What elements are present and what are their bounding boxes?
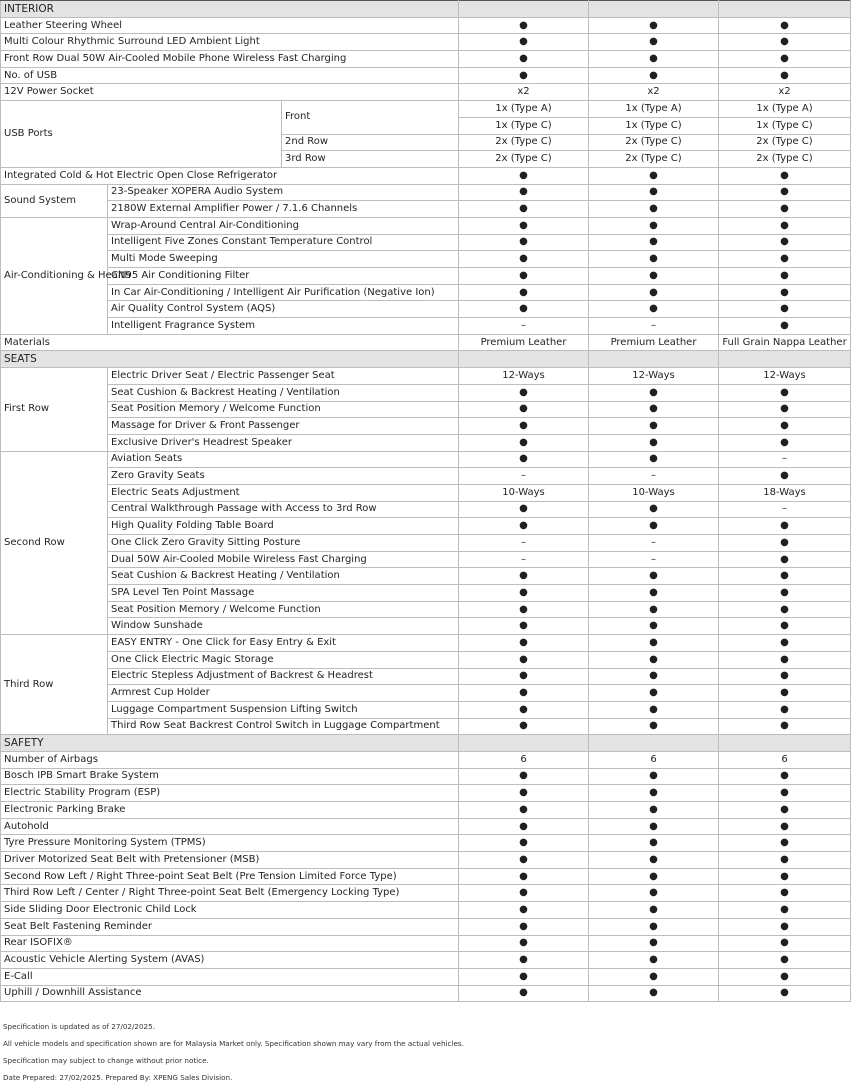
value-cell: ●	[459, 868, 589, 885]
table-row	[1, 685, 851, 702]
row-label: No. of USB	[1, 67, 459, 84]
value-cell: ●	[589, 518, 719, 535]
row-label: Massage for Driver & Front Passenger	[108, 418, 459, 435]
value-cell: ●	[719, 618, 851, 635]
table-row	[1, 802, 851, 819]
row-label: Seat Cushion & Backrest Heating / Ventilation	[108, 384, 459, 401]
value-cell: ●	[719, 902, 851, 919]
table-row	[1, 651, 851, 668]
value-cell: ●	[719, 585, 851, 602]
value-cell: ●	[719, 601, 851, 618]
row-label: One Click Zero Gravity Sitting Posture	[108, 535, 459, 552]
value-cell: ●	[719, 535, 851, 552]
row-label: Side Sliding Door Electronic Child Lock	[1, 902, 459, 919]
table-row	[1, 234, 851, 251]
section-interior-header	[1, 1, 851, 18]
value-cell: 12-Ways	[459, 368, 589, 385]
value-cell: ●	[719, 318, 851, 335]
value-cell: ●	[459, 818, 589, 835]
row-label: Seat Position Memory / Welcome Function	[108, 601, 459, 618]
value-cell: ●	[459, 251, 589, 268]
row-label: Tyre Pressure Monitoring System (TPMS)	[1, 835, 459, 852]
value-cell: ●	[459, 985, 589, 1002]
value-cell: –	[589, 551, 719, 568]
value-cell: ●	[459, 167, 589, 184]
value-cell: ●	[589, 868, 719, 885]
value-cell: ●	[719, 268, 851, 285]
value-cell: ●	[719, 935, 851, 952]
value-cell: ●	[719, 67, 851, 84]
value-cell: ●	[719, 284, 851, 301]
table-row	[1, 818, 851, 835]
group-label: USB Ports	[1, 101, 282, 168]
table-row	[1, 601, 851, 618]
value-cell: x2	[719, 84, 851, 101]
value-cell: 12-Ways	[719, 368, 851, 385]
value-cell: ●	[719, 718, 851, 735]
row-label: Third Row Seat Backrest Control Switch in Luggage Compartment	[108, 718, 459, 735]
value-cell: ●	[719, 668, 851, 685]
value-cell: ●	[719, 768, 851, 785]
table-row	[1, 17, 851, 34]
value-cell: ●	[589, 685, 719, 702]
value-cell: ●	[719, 952, 851, 969]
table-row	[1, 785, 851, 802]
value-cell: –	[459, 535, 589, 552]
table-row	[1, 167, 851, 184]
row-label: Luggage Compartment Suspension Lifting Switch	[108, 701, 459, 718]
section-seats-header	[1, 351, 851, 368]
value-cell: ●	[459, 618, 589, 635]
value-cell: ●	[459, 601, 589, 618]
value-cell: ●	[589, 184, 719, 201]
group-label: Air-Conditioning & Health	[1, 217, 108, 334]
value-cell: ●	[589, 802, 719, 819]
value-cell: ●	[589, 835, 719, 852]
sub-label: 2nd Row	[282, 134, 459, 151]
value-cell: –	[719, 501, 851, 518]
table-row	[1, 284, 851, 301]
row-label: Electric Stepless Adjustment of Backrest & Headrest	[108, 668, 459, 685]
table-row	[1, 418, 851, 435]
row-label: Exclusive Driver's Headrest Speaker	[108, 434, 459, 451]
row-label: Air Quality Control System (AQS)	[108, 301, 459, 318]
value-cell: ●	[459, 184, 589, 201]
value-cell: ●	[719, 401, 851, 418]
value-cell: ●	[589, 852, 719, 869]
sub-label: Front	[282, 101, 459, 134]
value-cell: ●	[719, 184, 851, 201]
value-cell: ●	[719, 651, 851, 668]
sub-label: 3rd Row	[282, 151, 459, 168]
value-cell: ●	[589, 701, 719, 718]
value-cell: ●	[459, 451, 589, 468]
value-cell: ●	[589, 635, 719, 652]
value-cell: ●	[719, 835, 851, 852]
table-row	[1, 451, 851, 468]
row-label: Front Row Dual 50W Air-Cooled Mobile Phone Wireless Fast Charging	[1, 51, 459, 68]
value-cell: ●	[589, 268, 719, 285]
table-row	[1, 768, 851, 785]
row-label: One Click Electric Magic Storage	[108, 651, 459, 668]
row-label: Acoustic Vehicle Alerting System (AVAS)	[1, 952, 459, 969]
value-cell: ●	[719, 201, 851, 218]
value-cell: ●	[459, 585, 589, 602]
value-cell: ●	[719, 818, 851, 835]
row-label: Dual 50W Air-Cooled Mobile Wireless Fast Charging	[108, 551, 459, 568]
row-label: Wrap-Around Central Air-Conditioning	[108, 217, 459, 234]
value-cell: 2x (Type C)	[589, 134, 719, 151]
value-cell: x2	[459, 84, 589, 101]
value-cell: ●	[589, 67, 719, 84]
value-cell: ●	[459, 902, 589, 919]
value-cell: ●	[459, 434, 589, 451]
value-cell: ●	[719, 384, 851, 401]
value-cell: ●	[719, 234, 851, 251]
value-cell: ●	[589, 785, 719, 802]
value-cell: ●	[589, 234, 719, 251]
value-cell: ●	[719, 968, 851, 985]
table-row	[1, 468, 851, 485]
table-row	[1, 501, 851, 518]
value-cell: ●	[459, 418, 589, 435]
value-cell: ●	[719, 434, 851, 451]
value-cell: –	[459, 468, 589, 485]
value-cell: ●	[589, 568, 719, 585]
value-cell: ●	[589, 401, 719, 418]
value-cell: ●	[589, 217, 719, 234]
value-cell: ●	[459, 935, 589, 952]
row-label: Materials	[1, 334, 459, 351]
value-cell: ●	[589, 251, 719, 268]
footnote-market: All vehicle models and specification shown are for Malaysia Market only. Specification shown may vary from the actual vehicles.	[3, 1039, 464, 1048]
value-cell: ●	[589, 935, 719, 952]
table-row	[1, 51, 851, 68]
value-cell: ●	[589, 17, 719, 34]
value-cell: ●	[459, 217, 589, 234]
value-cell: ●	[589, 384, 719, 401]
value-cell: ●	[719, 885, 851, 902]
value-cell: ●	[459, 501, 589, 518]
value-cell: ●	[589, 968, 719, 985]
section-title: SAFETY	[1, 735, 459, 752]
value-cell: ●	[589, 651, 719, 668]
value-cell: ●	[589, 585, 719, 602]
group-label: Third Row	[1, 635, 108, 735]
value-cell: 12-Ways	[589, 368, 719, 385]
value-cell: ●	[459, 968, 589, 985]
table-row	[1, 535, 851, 552]
table-row	[1, 334, 851, 351]
value-cell: ●	[589, 418, 719, 435]
table-row	[1, 301, 851, 318]
value-cell: ●	[459, 718, 589, 735]
row-label: Third Row Left / Center / Right Three-point Seat Belt (Emergency Locking Type)	[1, 885, 459, 902]
value-cell: ●	[459, 785, 589, 802]
value-cell: ●	[719, 701, 851, 718]
table-row	[1, 868, 851, 885]
value-cell: ●	[589, 768, 719, 785]
value-cell: ●	[719, 868, 851, 885]
value-cell: Premium Leather	[589, 334, 719, 351]
row-label: CN95 Air Conditioning Filter	[108, 268, 459, 285]
value-cell: –	[459, 551, 589, 568]
group-label: Sound System	[1, 184, 108, 217]
row-label: Intelligent Five Zones Constant Temperature Control	[108, 234, 459, 251]
table-row	[1, 484, 851, 501]
row-label: 23-Speaker XOPERA Audio System	[108, 184, 459, 201]
value-cell: 2x (Type C)	[459, 134, 589, 151]
value-cell: ●	[719, 17, 851, 34]
value-cell: 10-Ways	[459, 484, 589, 501]
value-cell: ●	[459, 384, 589, 401]
table-row	[1, 67, 851, 84]
section-title: INTERIOR	[1, 1, 459, 18]
table-row	[1, 618, 851, 635]
value-cell: 1x (Type C)	[589, 117, 719, 134]
table-row	[1, 918, 851, 935]
row-label: Zero Gravity Seats	[108, 468, 459, 485]
row-label: SPA Level Ten Point Massage	[108, 585, 459, 602]
table-row	[1, 985, 851, 1002]
value-cell: ●	[719, 918, 851, 935]
value-cell: ●	[589, 885, 719, 902]
row-label: Seat Cushion & Backrest Heating / Ventilation	[108, 568, 459, 585]
table-row	[1, 568, 851, 585]
value-cell: –	[589, 535, 719, 552]
value-cell: ●	[719, 785, 851, 802]
row-label: Electric Seats Adjustment	[108, 484, 459, 501]
table-row	[1, 751, 851, 768]
row-label: Electric Stability Program (ESP)	[1, 785, 459, 802]
table-row	[1, 268, 851, 285]
value-cell: ●	[719, 685, 851, 702]
value-cell: ●	[719, 301, 851, 318]
row-label: Armrest Cup Holder	[108, 685, 459, 702]
value-cell: ●	[459, 284, 589, 301]
value-cell: 6	[589, 751, 719, 768]
value-cell: ●	[719, 217, 851, 234]
value-cell: –	[589, 468, 719, 485]
footnote-change: Specification may subject to change without prior notice.	[3, 1056, 209, 1065]
table-row	[1, 201, 851, 218]
footnote-updated: Specification is updated as of 27/02/2025.	[3, 1022, 155, 1031]
value-cell: 1x (Type A)	[719, 101, 851, 118]
value-cell: 1x (Type A)	[459, 101, 589, 118]
value-cell: ●	[589, 51, 719, 68]
value-cell: 10-Ways	[589, 484, 719, 501]
row-label: Multi Mode Sweeping	[108, 251, 459, 268]
table-row	[1, 217, 851, 234]
table-row	[1, 34, 851, 51]
table-row	[1, 184, 851, 201]
value-cell: ●	[719, 802, 851, 819]
value-cell: x2	[589, 84, 719, 101]
value-cell: Full Grain Nappa Leather	[719, 334, 851, 351]
value-cell: ●	[459, 51, 589, 68]
value-cell: ●	[459, 568, 589, 585]
row-label: EASY ENTRY - One Click for Easy Entry & Exit	[108, 635, 459, 652]
value-cell: ●	[589, 601, 719, 618]
value-cell: ●	[719, 852, 851, 869]
value-cell: ●	[589, 952, 719, 969]
row-label: Bosch IPB Smart Brake System	[1, 768, 459, 785]
value-cell: ●	[589, 501, 719, 518]
value-cell: ●	[459, 768, 589, 785]
value-cell: ●	[459, 918, 589, 935]
value-cell: ●	[719, 34, 851, 51]
value-cell: ●	[589, 818, 719, 835]
value-cell: ●	[459, 17, 589, 34]
row-label: Electric Driver Seat / Electric Passenger Seat	[108, 368, 459, 385]
row-label: Seat Position Memory / Welcome Function	[108, 401, 459, 418]
value-cell: 18-Ways	[719, 484, 851, 501]
value-cell: 1x (Type C)	[719, 117, 851, 134]
section-title: SEATS	[1, 351, 459, 368]
table-row	[1, 251, 851, 268]
value-cell: ●	[719, 635, 851, 652]
value-cell: ●	[589, 985, 719, 1002]
value-cell: ●	[459, 802, 589, 819]
row-label: Number of Airbags	[1, 751, 459, 768]
value-cell: ●	[589, 201, 719, 218]
value-cell: 2x (Type C)	[719, 134, 851, 151]
row-label: Central Walkthrough Passage with Access to 3rd Row	[108, 501, 459, 518]
table-row	[1, 401, 851, 418]
row-label: Multi Colour Rhythmic Surround LED Ambient Light	[1, 34, 459, 51]
table-row	[1, 835, 851, 852]
table-row	[1, 551, 851, 568]
value-cell: Premium Leather	[459, 334, 589, 351]
row-label: Second Row Left / Right Three-point Seat Belt (Pre Tension Limited Force Type)	[1, 868, 459, 885]
table-row	[1, 935, 851, 952]
row-label: Driver Motorized Seat Belt with Pretensioner (MSB)	[1, 852, 459, 869]
value-cell: ●	[589, 618, 719, 635]
table-row	[1, 701, 851, 718]
row-label: Intelligent Fragrance System	[108, 318, 459, 335]
table-row	[1, 635, 851, 652]
value-cell: ●	[719, 167, 851, 184]
footnote-prepared: Date Prepared: 27/02/2025. Prepared By: XPENG Sales Division.	[3, 1073, 233, 1082]
value-cell: ●	[719, 985, 851, 1002]
row-label: Autohold	[1, 818, 459, 835]
table-row	[1, 968, 851, 985]
value-cell: –	[459, 318, 589, 335]
value-cell: ●	[589, 718, 719, 735]
row-label: Rear ISOFIX®	[1, 935, 459, 952]
value-cell: ●	[589, 451, 719, 468]
row-label: Electronic Parking Brake	[1, 802, 459, 819]
table-row	[1, 384, 851, 401]
row-label: Seat Belt Fastening Reminder	[1, 918, 459, 935]
table-row	[1, 518, 851, 535]
value-cell: –	[719, 451, 851, 468]
value-cell: ●	[589, 668, 719, 685]
value-cell: ●	[459, 852, 589, 869]
table-row	[1, 852, 851, 869]
value-cell: ●	[719, 418, 851, 435]
value-cell: ●	[459, 201, 589, 218]
table-row	[1, 101, 851, 118]
group-label: Second Row	[1, 451, 108, 635]
section-safety-header	[1, 735, 851, 752]
value-cell: ●	[459, 234, 589, 251]
value-cell: ●	[719, 251, 851, 268]
row-label: 12V Power Socket	[1, 84, 459, 101]
value-cell: 1x (Type A)	[589, 101, 719, 118]
table-row	[1, 368, 851, 385]
value-cell: 2x (Type C)	[589, 151, 719, 168]
table-row	[1, 952, 851, 969]
row-label: 2180W External Amplifier Power / 7.1.6 Channels	[108, 201, 459, 218]
value-cell: ●	[589, 301, 719, 318]
table-row	[1, 885, 851, 902]
table-row	[1, 718, 851, 735]
value-cell: ●	[719, 568, 851, 585]
value-cell: ●	[719, 51, 851, 68]
value-cell: ●	[459, 268, 589, 285]
value-cell: ●	[459, 518, 589, 535]
value-cell: ●	[589, 34, 719, 51]
value-cell: ●	[459, 668, 589, 685]
row-label: Leather Steering Wheel	[1, 17, 459, 34]
value-cell: ●	[589, 167, 719, 184]
row-label: In Car Air-Conditioning / Intelligent Air Purification (Negative Ion)	[108, 284, 459, 301]
value-cell: 6	[459, 751, 589, 768]
value-cell: ●	[459, 885, 589, 902]
value-cell: ●	[719, 468, 851, 485]
row-label: Uphill / Downhill Assistance	[1, 985, 459, 1002]
row-label: Window Sunshade	[108, 618, 459, 635]
value-cell: ●	[589, 434, 719, 451]
value-cell: ●	[589, 918, 719, 935]
value-cell: ●	[719, 518, 851, 535]
row-label: Integrated Cold & Hot Electric Open Close Refrigerator	[1, 167, 459, 184]
value-cell: ●	[589, 284, 719, 301]
row-label: Aviation Seats	[108, 451, 459, 468]
value-cell: ●	[459, 34, 589, 51]
value-cell: ●	[459, 401, 589, 418]
value-cell: ●	[459, 835, 589, 852]
value-cell: ●	[459, 301, 589, 318]
table-row	[1, 668, 851, 685]
value-cell: ●	[459, 952, 589, 969]
table-row	[1, 318, 851, 335]
value-cell: ●	[459, 67, 589, 84]
value-cell: ●	[589, 902, 719, 919]
value-cell: 1x (Type C)	[459, 117, 589, 134]
value-cell: ●	[719, 551, 851, 568]
value-cell: ●	[459, 635, 589, 652]
table-row	[1, 84, 851, 101]
row-label: High Quality Folding Table Board	[108, 518, 459, 535]
value-cell: ●	[459, 651, 589, 668]
table-row	[1, 434, 851, 451]
value-cell: 2x (Type C)	[719, 151, 851, 168]
value-cell: ●	[459, 685, 589, 702]
group-label: First Row	[1, 368, 108, 451]
value-cell: ●	[459, 701, 589, 718]
value-cell: 6	[719, 751, 851, 768]
value-cell: 2x (Type C)	[459, 151, 589, 168]
table-row	[1, 585, 851, 602]
table-row	[1, 902, 851, 919]
row-label: E-Call	[1, 968, 459, 985]
value-cell: –	[589, 318, 719, 335]
